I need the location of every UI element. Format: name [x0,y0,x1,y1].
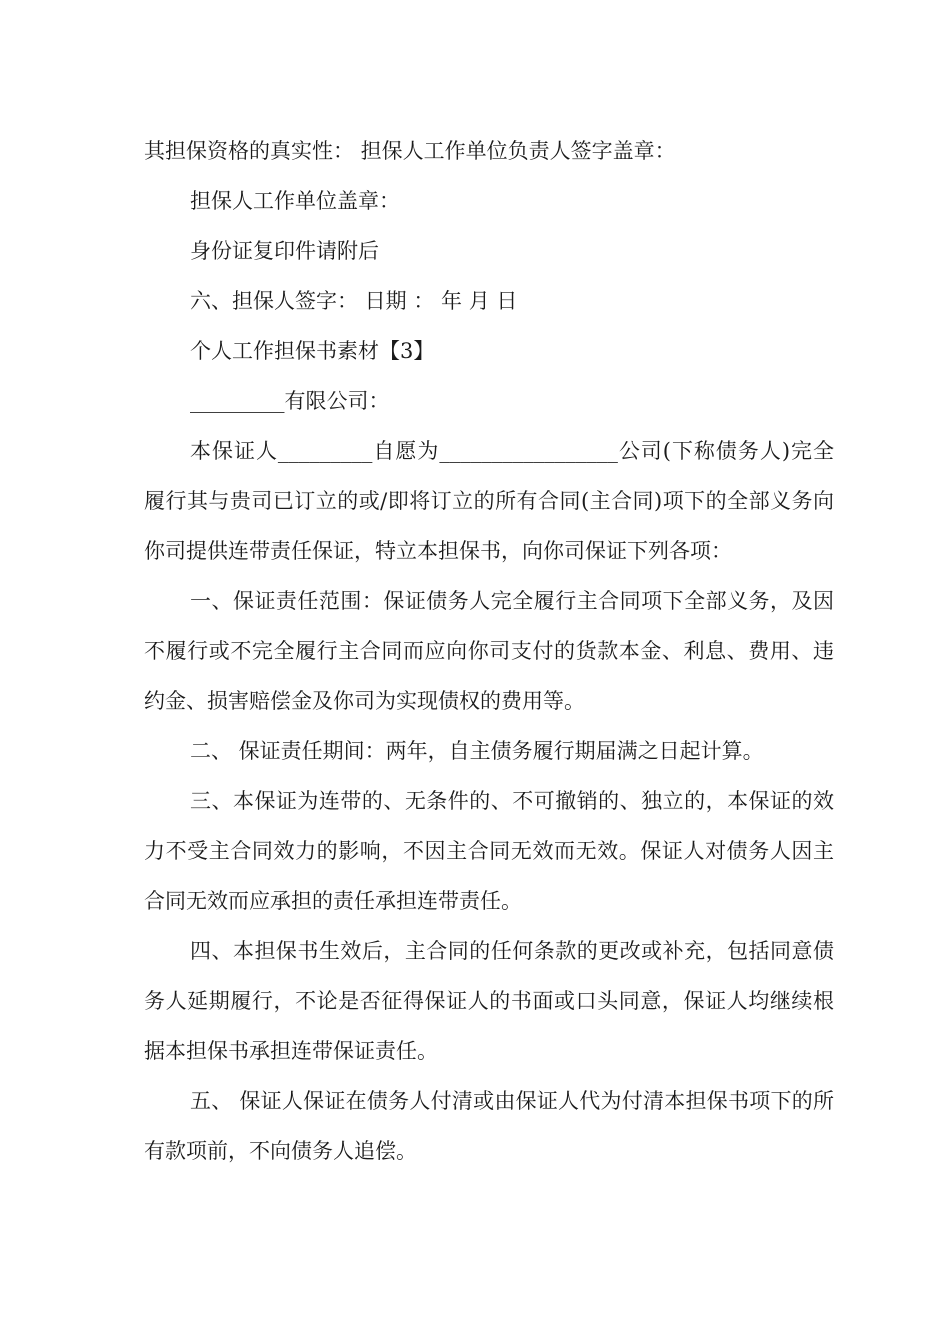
paragraph-clause-4: 四、本担保书生效后，主合同的任何条款的更改或补充，包括同意债务人延期履行，不论是否征得保证人的书面或口头同意，保证人均继续根据本担保书承担连带保证责任。 [144,939,834,1063]
employer-seal-line: 担保人工作单位盖章： [190,189,400,213]
paragraph-clause-3: 三、本保证为连带的、无条件的、不可撤销的、独立的，本保证的效力不受主合同效力的影响，不因主合同无效而无效。保证人对债务人因主合同无效而应承担的责任承担连带责任。 [144,789,834,913]
addressee-line: _________有限公司： [190,389,390,413]
signature-date-line: 六、担保人签字： 日期 ： 年 月 日 [190,289,518,313]
document-body [144,126,834,1176]
guarantor-qualification-line: 其担保资格的真实性： 担保人工作单位负责人签字盖章： [144,139,676,163]
section-title: 个人工作担保书素材【3】 [190,339,435,363]
paragraph-clause-2: 二、 保证责任期间：两年，自主债务履行期届满之日起计算。 [190,739,764,763]
paragraph-intro: 本保证人_________自愿为_________________公司(下称债务人)完全履行其与贵司已订立的或/即将订立的所有合同(主合同)项下的全部义务向你司提供连带责任保证，特立本担保书，向你司保证下列各项： [144,439,834,563]
paragraph-clause-1: 一、保证责任范围：保证债务人完全履行主合同项下全部义务，及因不履行或不完全履行主合同而应向你司支付的货款本金、利息、费用、违约金、损害赔偿金及你司为实现债权的费用等。 [144,589,834,713]
id-copy-note: 身份证复印件请附后 [190,239,379,263]
paragraph-clause-5: 五、 保证人保证在债务人付清或由保证人代为付清本担保书项下的所有款项前，不向债务人追偿。 [144,1089,834,1163]
